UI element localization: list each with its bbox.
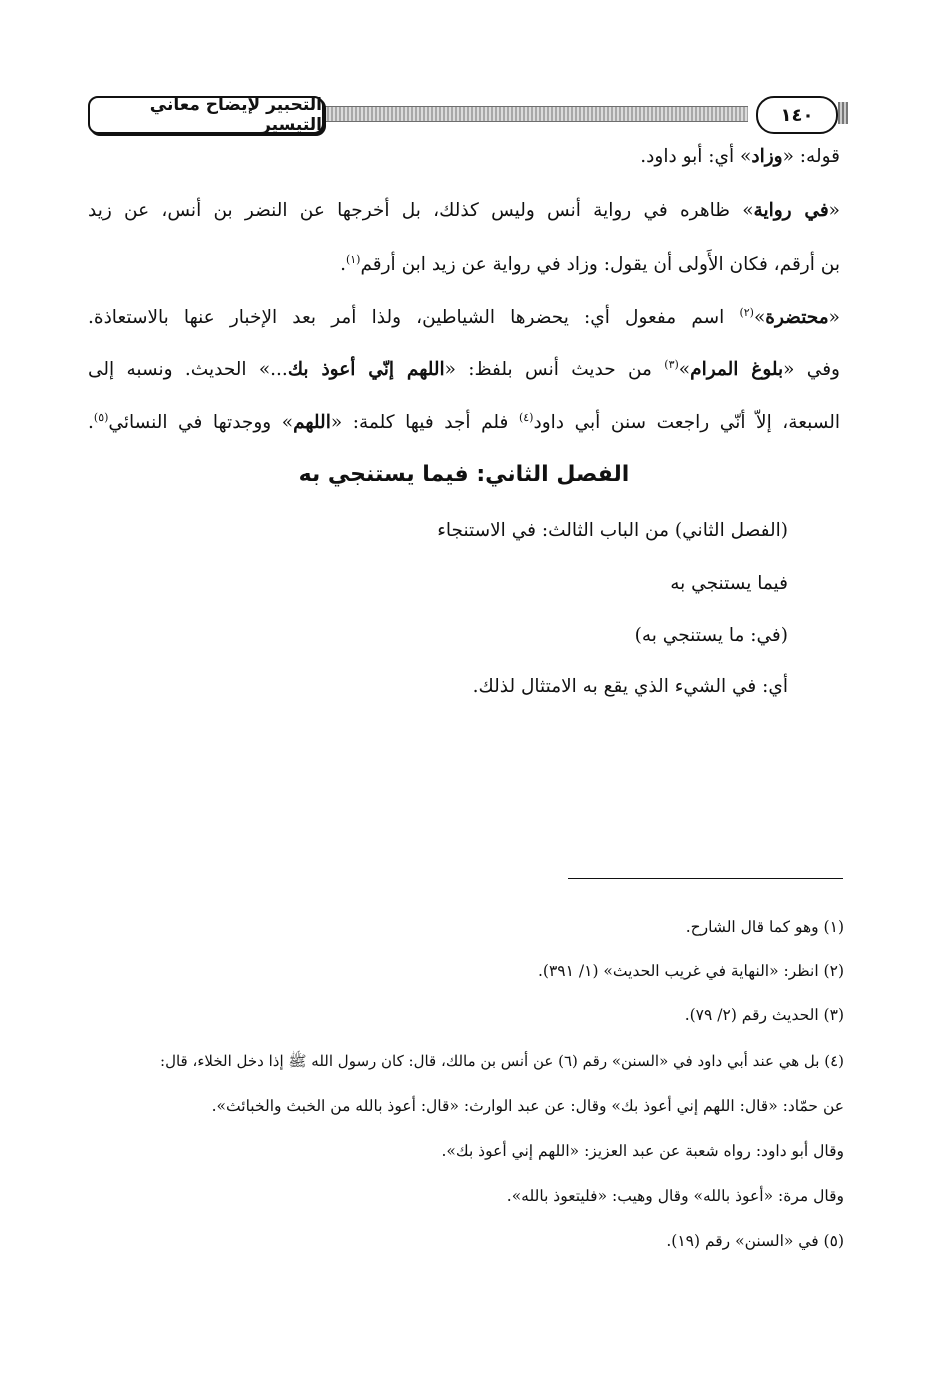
header-end-mark <box>838 102 848 124</box>
keyword-bulugh-al-maram: بلوغ المرام <box>690 359 784 381</box>
text-line-2: «في رواية» ظاهره في رواية أنس وليس كذلك، بل أخرجها عن النضر بن أنس، عن زيد <box>88 200 840 221</box>
page-header <box>88 96 848 138</box>
footnote-ref-3: (٣) <box>664 358 679 371</box>
footnote-4-line-2: عن حمّاد: «قال: اللهم إني أعوذ بك» وقال: عن عبد الوارث: «قال: أعوذ بالله من الخبث والخبائث». <box>211 1097 844 1115</box>
text-line-1: قوله: «وزاد» أي: أبو داود. <box>640 146 840 167</box>
footnote-4-line-3: وقال أبو داود: رواه شعبة عن عبد العزيز: «اللهم إني أعوذ بك». <box>441 1142 844 1160</box>
footnote-1: (١) وهو كما قال الشارح. <box>685 918 844 936</box>
footnote-4-line-4: وقال مرة: «أعوذ بالله» وقال وهيب: «فليتعوذ بالله». <box>506 1187 844 1205</box>
text-line-5: وفي «بلوغ المرام»$^{(٣)}$ من حديث أنس بلفظ: «اللهم إنّي أعوذ بك...» الحديث. ونسبه إلى <box>88 358 840 381</box>
section-line-1: (الفصل الثاني) من الباب الثالث: في الاستنجاء <box>437 520 788 541</box>
keyword-allahumma: اللهم <box>293 412 331 434</box>
footnote-ref-1: (١) <box>345 253 361 266</box>
footnote-3: (٣) الحديث رقم (٢/ ٧٩). <box>684 1006 844 1024</box>
section-title: الفصل الثاني: فيما يستنجي به <box>298 462 630 487</box>
footnote-4: (٤) بل هي عند أبي داود في «السنن» رقم (٦) عن أنس بن مالك، قال: كان رسول الله ﷺ إذا دخل الخلاء، قال: <box>160 1052 844 1070</box>
text-line-3: بن أرقم، فكان الأَولى أن يقول: وزاد في رواية عن زيد ابن أرقم$^{(١)}$. <box>340 253 840 276</box>
section-line-2: فيما يستنجي به <box>670 573 788 594</box>
keyword-allahumma-inni: اللهم إنّي أعوذ بك <box>287 359 445 381</box>
footnote-separator <box>568 878 843 879</box>
header-decorative-band <box>323 106 748 122</box>
book-title: التحبير لإيضاح معاني التيسير <box>88 96 324 134</box>
text-line-6: السبعة، إلاّ أنّي راجعت سنن أبي داود$^{(٤)}$ فلم أجد فيها كلمة: «اللهم» ووجدتها في النسائي$^{(٥)}$. <box>88 411 840 434</box>
keyword-muhtadara: محتضرة <box>765 307 829 329</box>
page-number: ١٤٠ <box>756 96 838 134</box>
footnote-5: (٥) في «السنن» رقم (١٩). <box>666 1232 844 1250</box>
footnote-ref-2: (٢) <box>739 306 754 319</box>
text-line-4: «محتضرة»$^{(٢)}$ اسم مفعول أي: يحضرها الشياطين، ولذا أمر بعد الإخبار عنها بالاستعاذة. <box>88 306 840 329</box>
footnote-ref-4: (٤) <box>518 411 534 424</box>
footnote-ref-5: (٥) <box>93 411 109 424</box>
section-line-4: أي: في الشيء الذي يقع به الامتثال لذلك. <box>472 676 788 697</box>
keyword-wazad: وزاد <box>751 146 783 167</box>
section-line-3: (في: ما يستنجي به) <box>634 625 788 646</box>
keyword-fi-riwaya: في رواية <box>753 200 829 221</box>
footnote-2: (٢) انظر: «النهاية في غريب الحديث» (١/ ٣٩١). <box>538 962 844 980</box>
